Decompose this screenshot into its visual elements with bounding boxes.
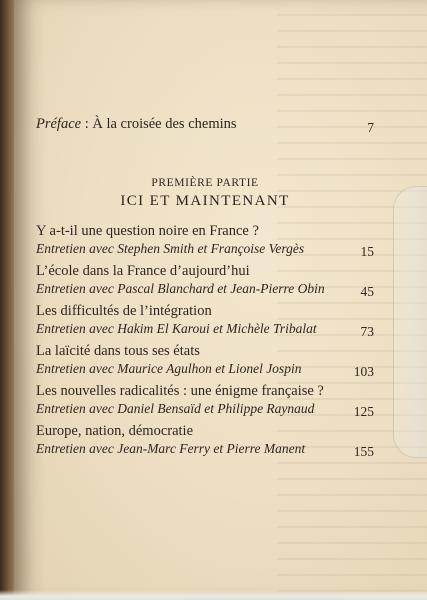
entry-subtitle: Entretien avec Pascal Blanchard et Jean-Pierre Obin [36, 281, 325, 296]
entry-page-number: 125 [353, 404, 374, 419]
preface-label: Préface [36, 116, 82, 132]
preface-entry [36, 116, 374, 133]
preface-title: À la croisée des chemins [92, 116, 237, 132]
entry-page-number: 73 [360, 324, 374, 339]
entry-subtitle: Entretien avec Stephen Smith et Françoise Vergès [36, 241, 305, 256]
entry-title: La laïcité dans tous ses états [36, 343, 200, 359]
table-surface [0, 590, 427, 600]
entry-page-number: 45 [360, 284, 374, 299]
entry-title: Y a-t-il une question noire en France ? [36, 223, 259, 239]
toc-entries [36, 222, 374, 462]
toc-entry [36, 382, 374, 422]
entry-title: Europe, nation, démocratie [36, 423, 194, 439]
toc-entry [36, 222, 374, 262]
entry-subtitle: Entretien avec Maurice Agulhon et Lionel Jospin [36, 361, 302, 376]
entry-subtitle: Entretien avec Hakim El Karoui et Michèle Tribalat [36, 321, 317, 336]
part-number-label: PREMIÈRE PARTIE [151, 177, 259, 189]
entry-subtitle: Entretien avec Daniel Bensaïd et Philippe Raynaud [36, 401, 315, 416]
toc-entry [36, 302, 374, 342]
entry-title: L’école dans la France d’aujourd’hui [36, 263, 250, 279]
plastic-clip [393, 186, 427, 458]
preface-page-number: 7 [367, 120, 374, 135]
toc-entry [36, 342, 374, 382]
entry-title: Les difficultés de l’intégration [36, 303, 212, 319]
entry-page-number: 103 [353, 364, 374, 379]
entry-subtitle: Entretien avec Jean-Marc Ferry et Pierre Manent [36, 441, 306, 456]
toc-entry [36, 262, 374, 302]
toc-entry [36, 422, 374, 462]
part-title: ICI ET MAINTENANT [120, 193, 290, 209]
preface-colon: : [81, 116, 93, 132]
entry-title: Les nouvelles radicalités : une énigme française ? [36, 383, 324, 399]
entry-page-number: 155 [353, 444, 374, 459]
entry-page-number: 15 [360, 244, 374, 259]
